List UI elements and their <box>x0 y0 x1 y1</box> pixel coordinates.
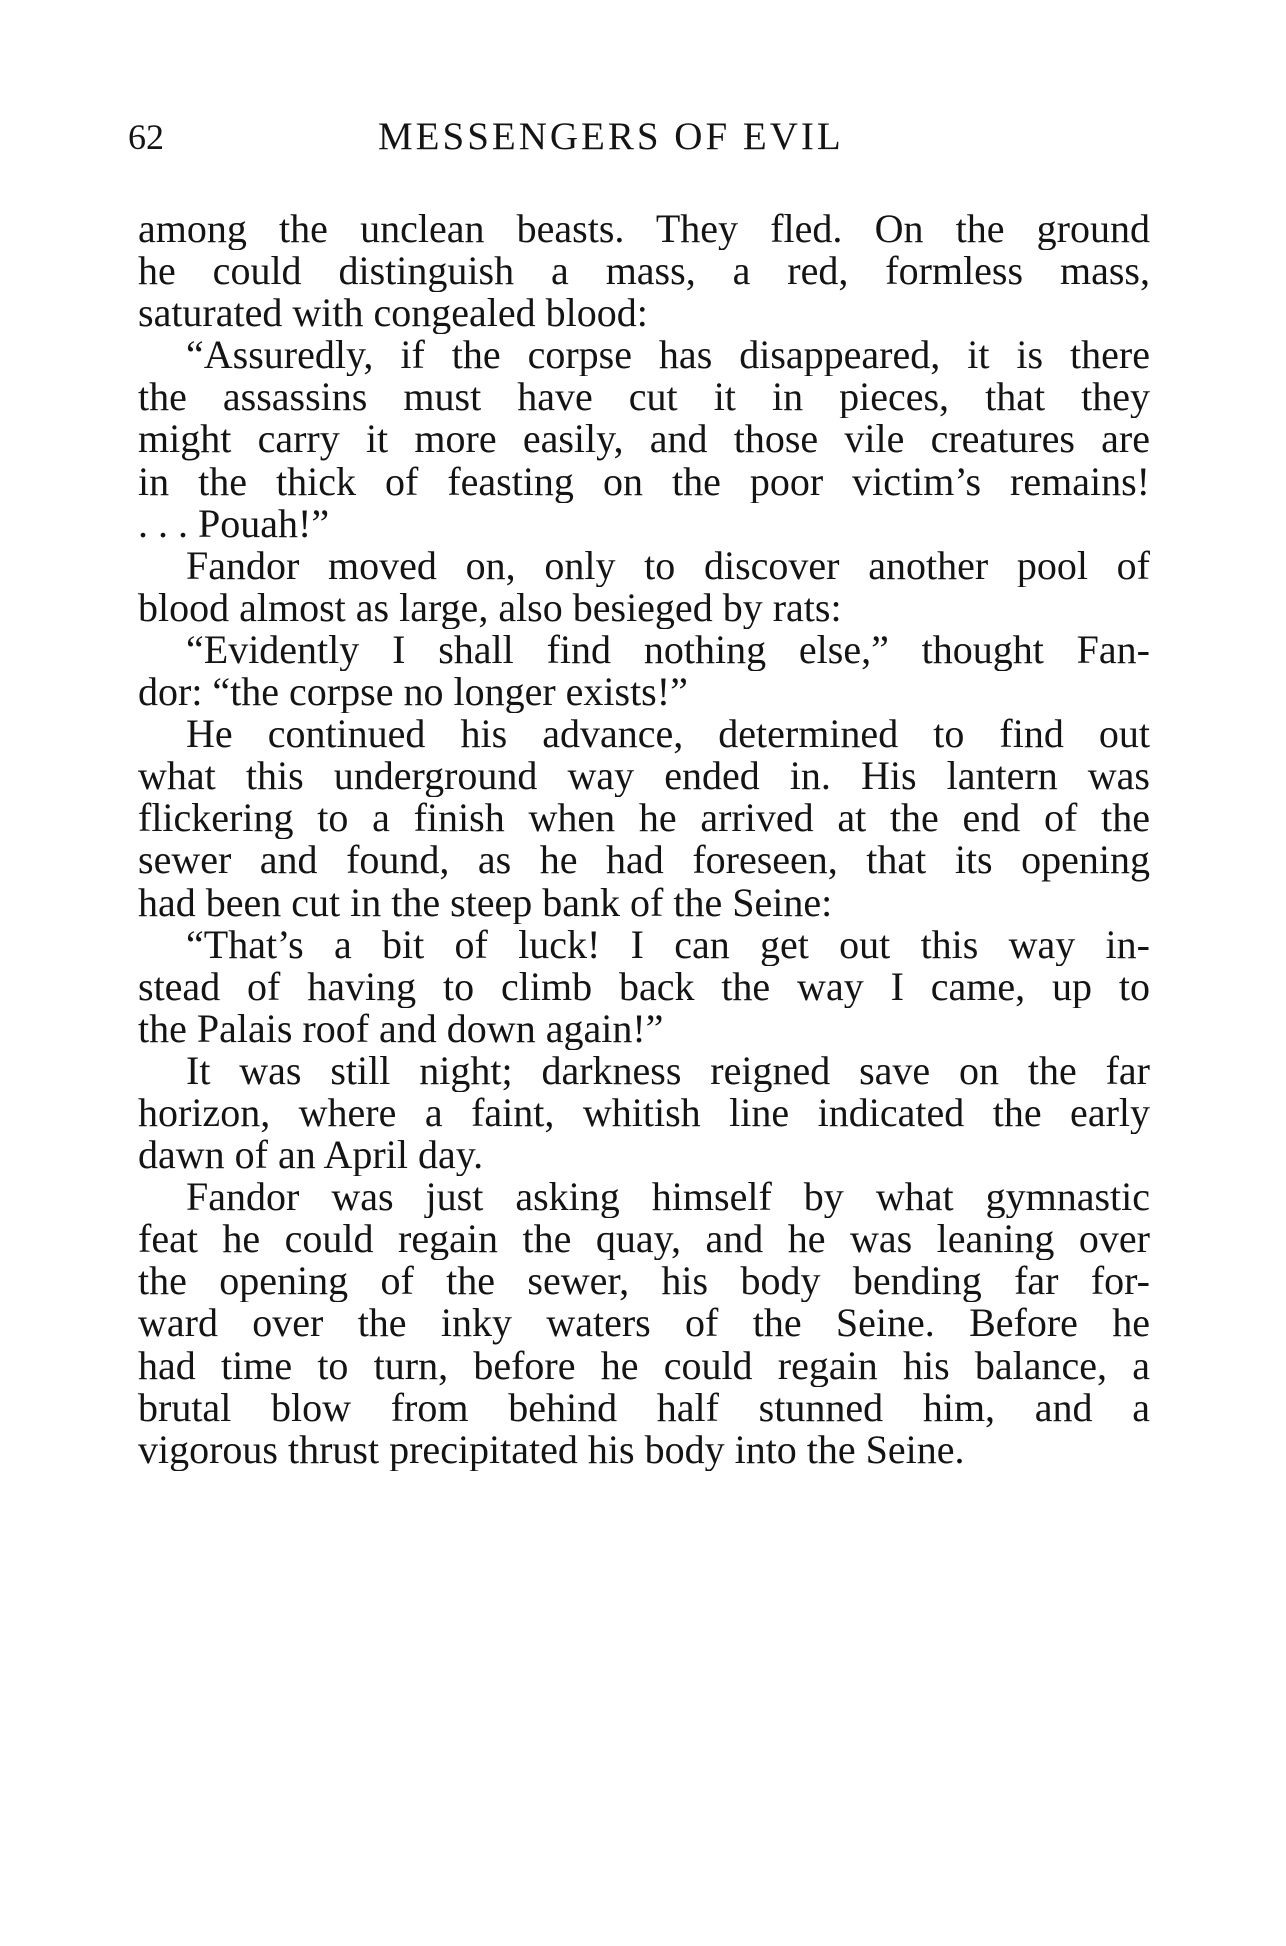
text-line: “That’s a bit of luck! I can get out this way in- <box>186 923 1150 966</box>
text-line: dor: “the corpse no longer exists!” <box>138 671 688 714</box>
text-line: horizon, where a faint, whitish line indicated the early <box>138 1091 1150 1135</box>
text-line: He continued his advance, determined to find out <box>186 713 1150 756</box>
text-line: Fandor moved on, only to discover another pool of <box>186 544 1150 587</box>
text-line: sewer and found, as he had foreseen, that its opening <box>138 839 1150 882</box>
text-line: what this underground way ended in. His lantern was <box>138 755 1150 798</box>
text-line: blood almost as large, also besieged by rats: <box>138 586 842 629</box>
text-line: feat he could regain the quay, and he was leaning over <box>138 1218 1150 1261</box>
text-line: stead of having to climb back the way I came, up to <box>138 965 1150 1008</box>
text-line: the opening of the sewer, his body bending far for- <box>138 1260 1150 1303</box>
text-line: Fandor was just asking himself by what gymnastic <box>186 1176 1150 1219</box>
text-line: the assassins must have cut it in pieces, that they <box>138 376 1150 419</box>
text-line: “Evidently I shall find nothing else,” thought Fan- <box>186 628 1150 672</box>
text-line: “Assuredly, if the corpse has disappeared, it is there <box>186 334 1150 377</box>
text-line: had time to turn, before he could regain his balance, a <box>138 1344 1150 1387</box>
text-line: among the unclean beasts. They fled. On the ground <box>138 208 1150 251</box>
text-line: . . . Pouah!” <box>138 502 330 545</box>
text-line: saturated with congealed blood: <box>138 292 648 335</box>
text-line: flickering to a finish when he arrived at the end of the <box>138 797 1150 840</box>
text-line: brutal blow from behind half stunned him, and a <box>138 1386 1150 1429</box>
text-body <box>138 208 1150 1471</box>
text-line: had been cut in the steep bank of the Seine: <box>138 881 833 924</box>
text-line: It was still night; darkness reigned save on the far <box>186 1049 1150 1092</box>
text-line: he could distinguish a mass, a red, formless mass, <box>138 250 1150 293</box>
running-header <box>0 112 1286 162</box>
text-line: might carry it more easily, and those vile creatures are <box>138 418 1150 461</box>
text-line: in the thick of feasting on the poor victim’s remains! <box>138 460 1150 503</box>
book-title: MESSENGERS OF EVIL <box>378 115 844 158</box>
text-line: ward over the inky waters of the Seine. Before he <box>138 1302 1150 1345</box>
text-line: vigorous thrust precipitated his body into the Seine. <box>138 1428 965 1471</box>
text-line: dawn of an April day. <box>138 1134 484 1177</box>
text-line: the Palais roof and down again!” <box>138 1007 664 1050</box>
page-number: 62 <box>128 117 164 157</box>
